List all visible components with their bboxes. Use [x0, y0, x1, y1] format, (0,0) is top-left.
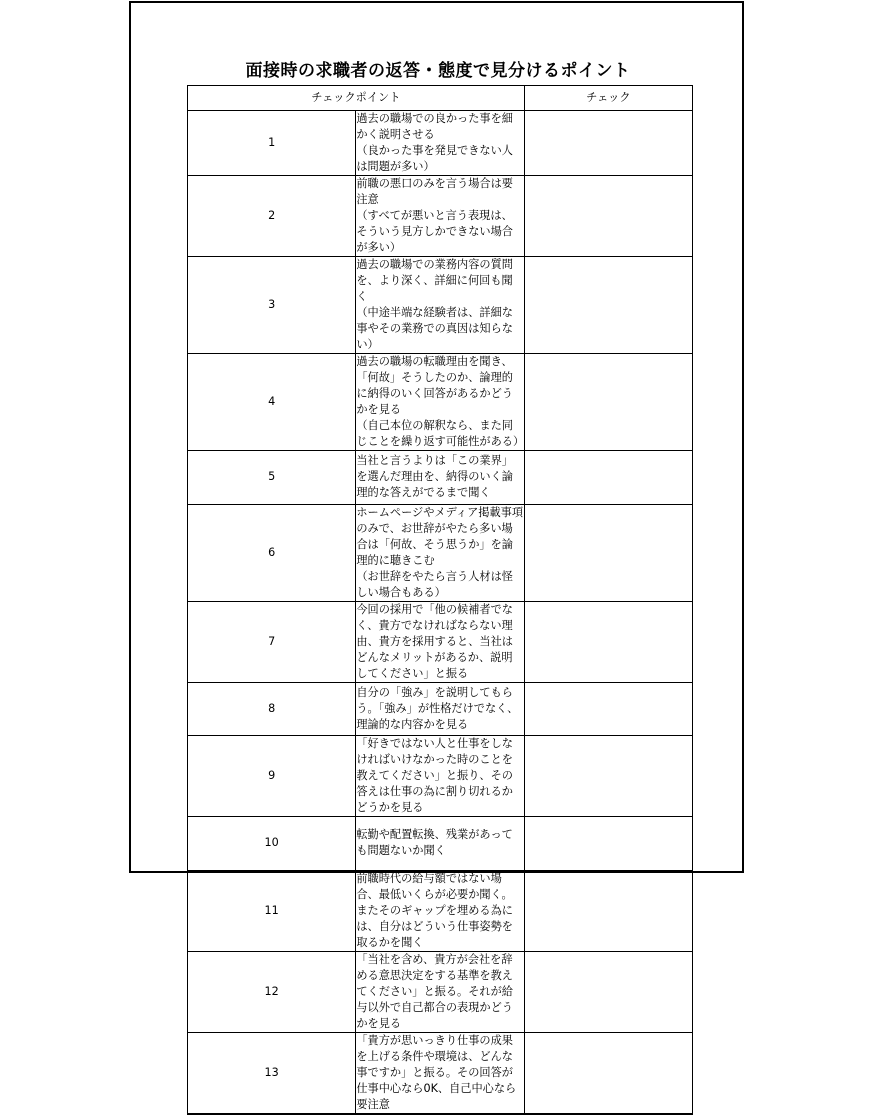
check-cell[interactable]: [524, 504, 692, 601]
table-row: [188, 601, 693, 682]
checklist-table: [187, 85, 693, 1115]
checkpoint-text: 当社と言うよりは「この業界」を選んだ理由を、納得のいく論理的な答えがでるまで聞く: [356, 451, 524, 505]
row-number: 10: [188, 817, 356, 871]
table-row: [188, 951, 693, 1032]
check-cell[interactable]: [524, 951, 692, 1032]
row-number: 11: [188, 870, 356, 951]
checkpoint-text: 「好きではない人と仕事をしなければいけなかった時のことを教えてください」と振り、その答えは仕事の為に割り切れるかどうかを見る: [356, 736, 524, 817]
table-row: [188, 870, 693, 951]
table-header-row: [188, 86, 693, 111]
table-row: [188, 504, 693, 601]
row-number: 9: [188, 736, 356, 817]
header-checkpoint: チェックポイント: [188, 86, 525, 111]
check-cell[interactable]: [524, 817, 692, 871]
table-body: [188, 111, 693, 1114]
table-row: [188, 451, 693, 505]
document-title: 面接時の求職者の返答・態度で見分けるポイント: [245, 61, 631, 81]
row-number: 2: [188, 176, 356, 257]
checkpoint-text: 自分の「強み」を説明してもらう。「強み」が性格だけでなく、理論的な内容かを見る: [356, 682, 524, 736]
row-number: 3: [188, 257, 356, 354]
table-row: [188, 1032, 693, 1114]
checkpoint-text: ホームページやメディア掲載事項のみで、お世辞がやたら多い場合は「何故、そう思うか」を論理的に聴きこむ （お世辞をやたら言う人材は怪しい場合もある）: [356, 504, 524, 601]
check-cell[interactable]: [524, 870, 692, 951]
row-number: 6: [188, 504, 356, 601]
checkpoint-text: 今回の採用で「他の候補者でなく、貴方でなければならない理由、貴方を採用すると、当社はどんなメリットがあるか、説明してください」と振る: [356, 601, 524, 682]
checkpoint-text: 「当社を含め、貴方が会社を辞める意思決定をする基準を教えてください」と振る。それが給与以外で自己都合の表現かどうかを見る: [356, 951, 524, 1032]
table-row: [188, 736, 693, 817]
table-row: [188, 817, 693, 871]
check-cell[interactable]: [524, 354, 692, 451]
table-row: [188, 682, 693, 736]
checkpoint-text: 前職時代の給与額ではない場合、最低いくらが必要か聞く。またそのギャップを埋める為には、自分はどういう仕事姿勢を取るかを聞く: [356, 870, 524, 951]
table-row: [188, 257, 693, 354]
check-cell[interactable]: [524, 111, 692, 176]
checkpoint-text: 前職の悪口のみを言う場合は要注意 （すべてが悪いと言う表現は、そういう見方しかできない場合が多い）: [356, 176, 524, 257]
row-number: 5: [188, 451, 356, 505]
row-number: 8: [188, 682, 356, 736]
checkpoint-text: 「貴方が思いっきり仕事の成果を上げる条件や環境は、どんな事ですか」と振る。その回答が仕事中心なら0K、自己中心なら要注意: [356, 1032, 524, 1114]
table-row: [188, 354, 693, 451]
checkpoint-text: 過去の職場の転職理由を聞き、「何故」そうしたのか、論理的に納得のいく回答があるかどうかを見る （自己本位の解釈なら、また同じことを繰り返す可能性がある）: [356, 354, 524, 451]
checkpoint-text: 転勤や配置転換、残業があっても問題ないか聞く: [356, 817, 524, 871]
row-number: 1: [188, 111, 356, 176]
check-cell[interactable]: [524, 176, 692, 257]
row-number: 7: [188, 601, 356, 682]
check-cell[interactable]: [524, 601, 692, 682]
checkpoint-text: 過去の職場での業務内容の質問を、より深く、詳細に何回も聞く （中途半端な経験者は、詳細な事やその業務での真因は知らない）: [356, 257, 524, 354]
check-cell[interactable]: [524, 257, 692, 354]
check-cell[interactable]: [524, 736, 692, 817]
checkpoint-text: 過去の職場での良かった事を細かく説明させる （良かった事を発見できない人は問題が多い）: [356, 111, 524, 176]
table-row: [188, 176, 693, 257]
table-row: [188, 111, 693, 176]
check-cell[interactable]: [524, 1032, 692, 1114]
row-number: 13: [188, 1032, 356, 1114]
header-check: チェック: [524, 86, 692, 111]
row-number: 12: [188, 951, 356, 1032]
check-cell[interactable]: [524, 451, 692, 505]
check-cell[interactable]: [524, 682, 692, 736]
row-number: 4: [188, 354, 356, 451]
